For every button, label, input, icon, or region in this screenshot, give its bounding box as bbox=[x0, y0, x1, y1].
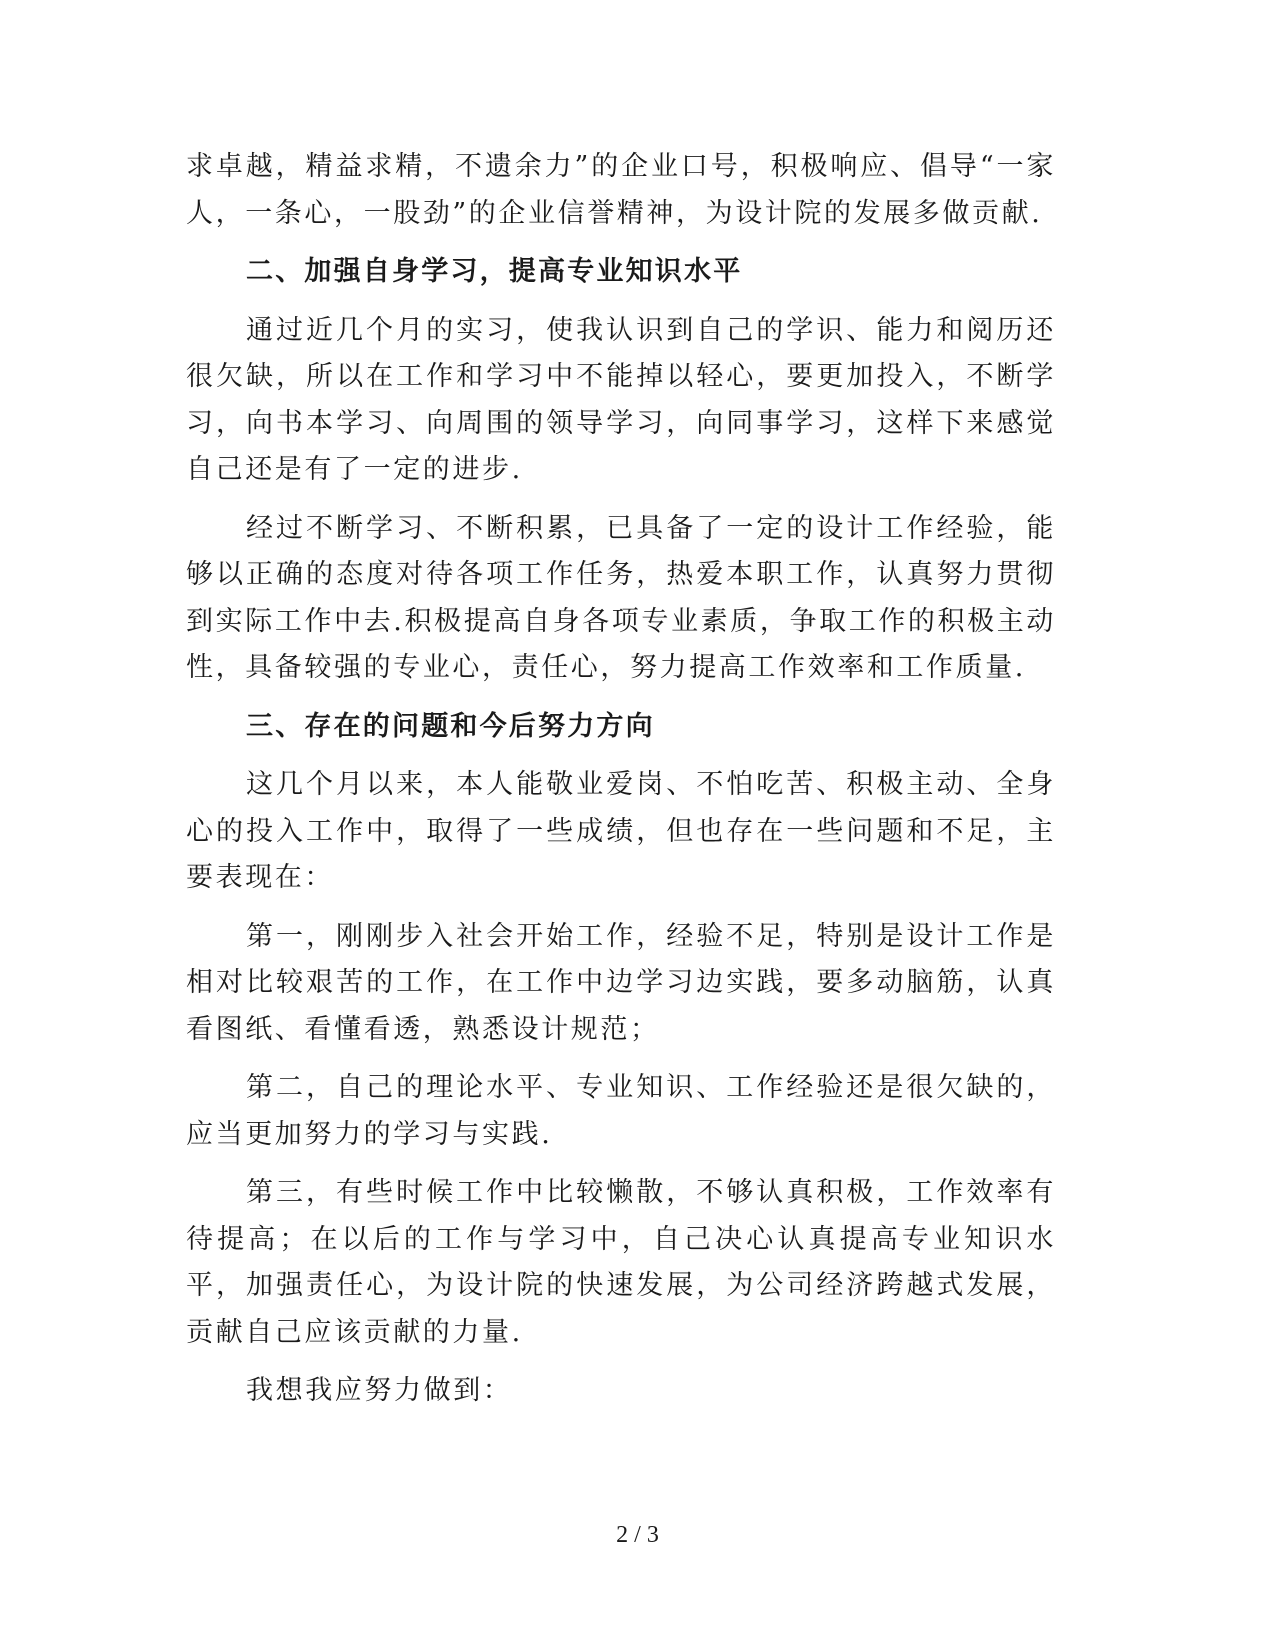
paragraph: 第三，有些时候工作中比较懒散，不够认真积极，工作效率有待提高；在以后的工作与学习中，自己决心认真提高专业知识水平，加强责任心，为设计院的快速发展，为公司经济跨越式发展，贡献自己应该贡献的力量. bbox=[186, 1177, 1056, 1348]
page-number: 2 / 3 bbox=[616, 1522, 659, 1548]
paragraph: 我想我应努力做到： bbox=[246, 1375, 513, 1406]
section-heading-3: 三、存在的问题和今后努力方向 bbox=[246, 710, 655, 742]
paragraph: 第二，自己的理论水平、专业知识、工作经验还是很欠缺的，应当更加努力的学习与实践. bbox=[186, 1072, 1056, 1150]
section-heading-2: 二、加强自身学习，提高专业知识水平 bbox=[246, 256, 743, 287]
paragraph: 第一，刚刚步入社会开始工作，经验不足，特别是设计工作是相对比较艰苦的工作，在工作中边学习边实践，要多动脑筋，认真看图纸、看懂看透，熟悉设计规范； bbox=[186, 920, 1056, 1045]
paragraph-continued: 求卓越，精益求精，不遗余力”的企业口号，积极响应、倡导“一家人，一条心，一股劲”的企业信誉精神，为设计院的发展多做贡献. bbox=[186, 151, 1056, 229]
paragraph: 通过近几个月的实习，使我认识到自己的学识、能力和阅历还很欠缺，所以在工作和学习中不能掉以轻心，要更加投入，不断学习，向书本学习、向周围的领导学习，向同事学习，这样下来感觉自己还是有了一定的进步. bbox=[186, 314, 1056, 485]
paragraph: 这几个月以来，本人能敬业爱岗、不怕吃苦、积极主动、全身心的投入工作中，取得了一些成绩，但也存在一些问题和不足，主要表现在： bbox=[186, 769, 1056, 893]
paragraph: 经过不断学习、不断积累，已具备了一定的设计工作经验，能够以正确的态度对待各项工作任务，热爱本职工作，认真努力贯彻到实际工作中去.积极提高自身各项专业素质，争取工作的积极主动性，具备较强的专业心，责任心，努力提高工作效率和工作质量. bbox=[186, 512, 1056, 683]
document-body bbox=[186, 144, 1056, 1427]
